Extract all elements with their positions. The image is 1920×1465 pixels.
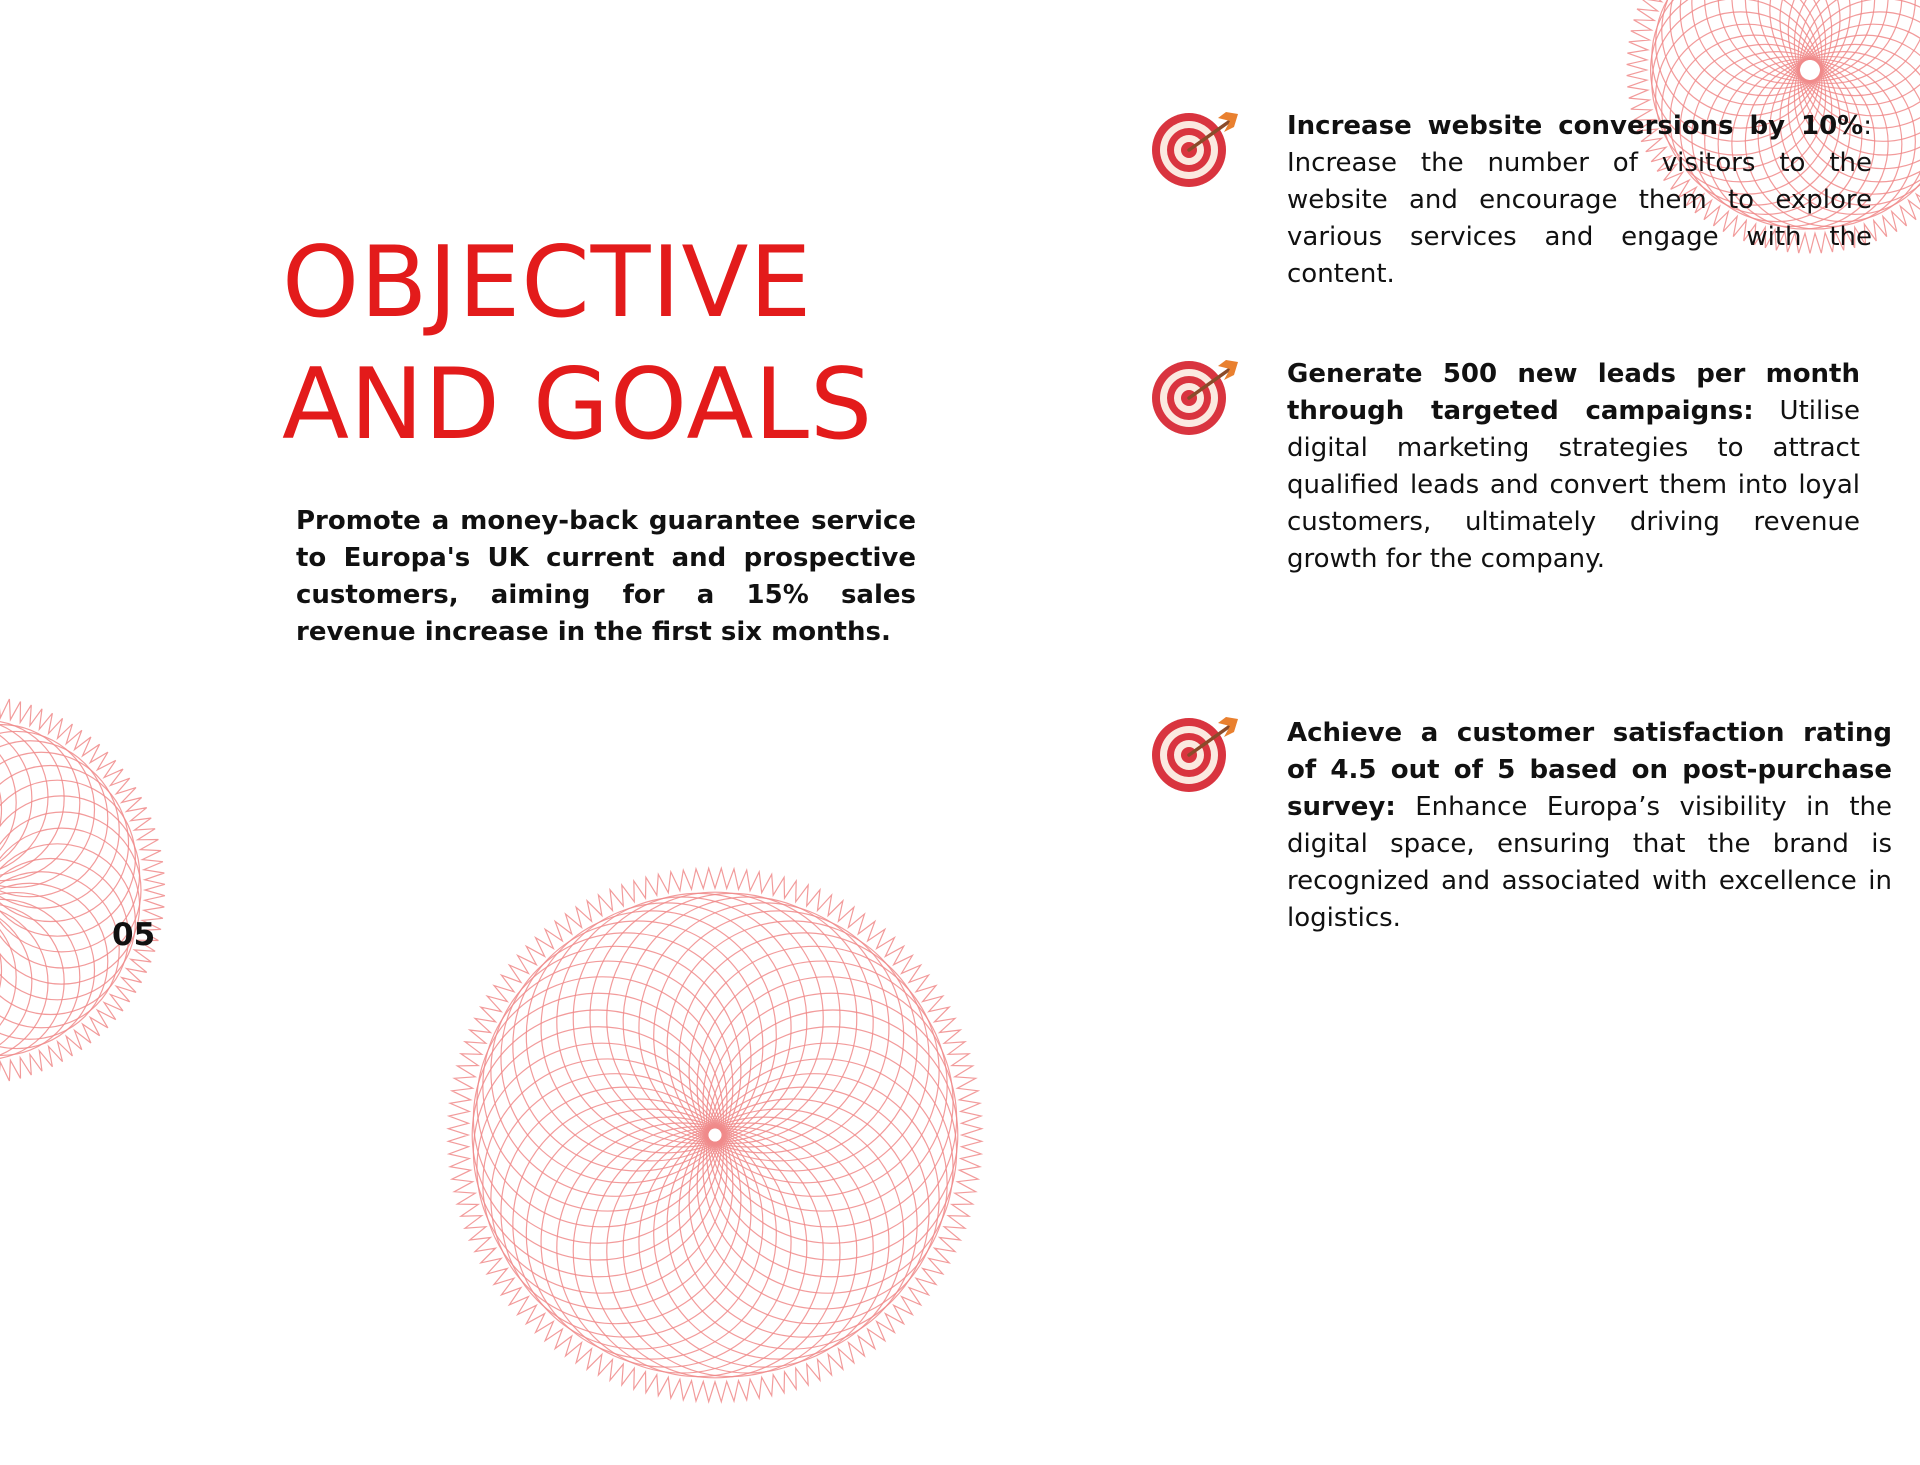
- goal-body: Utilise digital marketing strategies to attract qualified leads and convert them into loyal customers, ultimately driving revenue growth for the company.: [1287, 396, 1860, 574]
- spirograph-ring: [526, 911, 776, 1161]
- objective-statement: Promote a money-back guarantee service to Europa's UK current and prospective customers, aiming for a 15% sales revenue increase in the first six months.: [296, 506, 916, 647]
- spirograph-ring: [703, 977, 953, 1227]
- spirograph-ring: [0, 731, 2, 887]
- goal-body: Enhance Europa’s visibility in the digital space, ensuring that the brand is recognized and associated with excellence in logistics.: [1287, 792, 1892, 933]
- spirograph-ring: [0, 719, 48, 875]
- spirograph-ring: [623, 897, 873, 1147]
- spirograph-ring: [590, 1128, 840, 1378]
- target-arrow-icon: [1150, 110, 1240, 190]
- spirograph-ring: [0, 904, 64, 1060]
- spirograph-ring: [0, 780, 135, 936]
- spirograph-ring: [708, 1010, 958, 1260]
- spirograph-ring: [573, 1127, 823, 1377]
- spirograph-ring: [0, 752, 119, 908]
- spirograph-ring: [0, 828, 140, 984]
- spirograph-ring: [0, 899, 16, 1055]
- spirograph-fringe: [0, 695, 165, 1085]
- spirograph-ring: [501, 1087, 751, 1337]
- spirograph-ring: [1745, 0, 1915, 83]
- spirograph-fringe: [448, 868, 981, 1401]
- spirograph-ring: [0, 872, 119, 1028]
- spirograph-ring: [679, 1087, 929, 1337]
- spirograph-ring: [573, 893, 823, 1143]
- spirograph-ring: [639, 1117, 889, 1367]
- spirograph-ring: [0, 904, 32, 1060]
- spirograph-ring: [501, 933, 751, 1183]
- spirograph-ring: [557, 1123, 807, 1373]
- spirograph-ring: [590, 892, 840, 1142]
- spirograph-ring: [1732, 0, 1902, 81]
- spirograph-ring: [483, 961, 733, 1211]
- spirograph-ring: [1780, 0, 1920, 105]
- spirograph-ring: [639, 903, 889, 1153]
- goal-body: : Increase the number of visitors to the website and encourage them to explore various services and engage with the content.: [1287, 111, 1872, 289]
- spirograph-ring: [707, 993, 957, 1243]
- spirograph-ring: [1718, 0, 1888, 81]
- target-arrow-icon: [1150, 358, 1240, 438]
- slide-title: [282, 222, 873, 466]
- spirograph-ring: [472, 1010, 722, 1260]
- spirograph-ring: [1680, 0, 1850, 96]
- target-arrow-icon: [1150, 715, 1240, 795]
- spirograph-ring: [526, 1109, 776, 1359]
- spirograph-ring: [654, 911, 904, 1161]
- spirograph-ring: [1758, 0, 1920, 88]
- slide-title-line-2: AND GOALS: [282, 348, 874, 462]
- spirograph-ring: [0, 899, 80, 1055]
- spirograph-ring: [0, 741, 108, 897]
- spirograph-ring: [483, 1059, 733, 1309]
- spirograph-ring: [0, 893, 95, 1049]
- spirograph-ring: [697, 961, 947, 1211]
- spirograph-ring: [623, 1123, 873, 1373]
- spirograph-ring: [1662, 0, 1832, 116]
- spirograph-ring: [0, 883, 108, 1039]
- spirograph-ring: [1670, 0, 1840, 105]
- spirograph-ring: [1692, 0, 1862, 88]
- goal-text: [1287, 715, 1892, 937]
- goal-heading: Generate 500 new leads per month through targeted campaigns:: [1287, 359, 1860, 426]
- spirograph-ring: [557, 897, 807, 1147]
- spirograph-ring: [0, 893, 2, 1049]
- goal-text: [1287, 108, 1872, 293]
- spirograph-ring: [541, 1117, 791, 1367]
- spirograph-ring: [667, 921, 917, 1171]
- spirograph-ring: [513, 1099, 763, 1349]
- goal-heading: Increase website conversions by 10%: [1287, 111, 1864, 141]
- spirograph-ring: [667, 1099, 917, 1349]
- spirograph-ring: [477, 1043, 727, 1293]
- spirograph-ring: [697, 1059, 947, 1309]
- goal-heading: Achieve a customer satisfaction rating of 4.5 out of 5 based on post-purchase survey:: [1287, 718, 1892, 822]
- spirograph-ring: [0, 720, 64, 876]
- spirograph-ring: [0, 859, 129, 1015]
- spirograph-ring: [0, 720, 32, 876]
- spirograph-ring: [1788, 0, 1920, 116]
- goal-text: [1287, 356, 1860, 578]
- spirograph-ring: [477, 977, 727, 1227]
- spirograph-ring: [473, 1027, 723, 1277]
- spirograph-decoration-bottom-center: [385, 805, 1045, 1465]
- spirograph-decoration-bottom-left: [0, 660, 200, 1120]
- spirograph-ring: [513, 921, 763, 1171]
- spirograph-ring: [0, 905, 48, 1061]
- spirograph-ring: [473, 993, 723, 1243]
- spirograph-ring: [0, 725, 80, 881]
- spirograph-ring: [1770, 0, 1920, 96]
- spirograph-ring: [607, 1127, 857, 1377]
- spirograph-ring: [491, 1074, 741, 1324]
- slide-title-line-1: OBJECTIVE: [282, 226, 813, 340]
- spirograph-ring: [703, 1043, 953, 1293]
- spirograph-ring: [0, 766, 129, 922]
- spirograph-ring: [679, 933, 929, 1183]
- spirograph-ring: [1705, 0, 1875, 83]
- spirograph-ring: [689, 1074, 939, 1324]
- spirograph-ring: [491, 946, 741, 1196]
- spirograph-ring: [541, 903, 791, 1153]
- spirograph-ring: [0, 731, 95, 887]
- spirograph-ring: [0, 725, 16, 881]
- spirograph-ring: [607, 893, 857, 1143]
- spirograph-ring: [654, 1109, 904, 1359]
- spirograph-ring: [707, 1027, 957, 1277]
- spirograph-ring: [689, 946, 939, 1196]
- page-number: 05: [112, 917, 156, 953]
